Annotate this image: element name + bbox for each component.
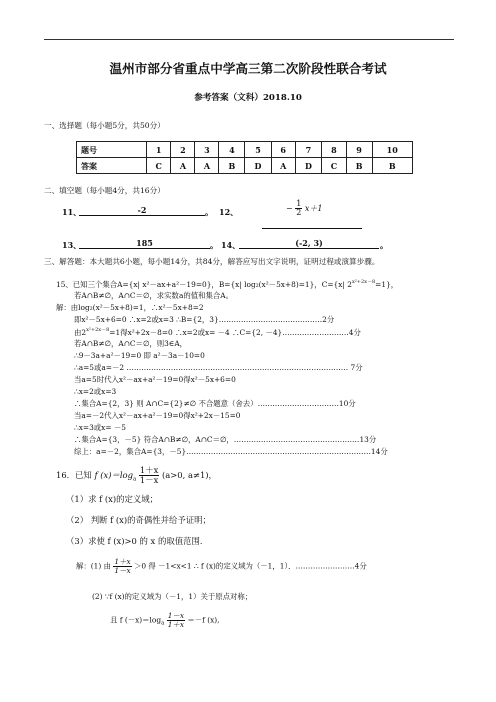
q12-num: 1	[296, 199, 302, 208]
q16-function: f (x)＝log	[94, 469, 133, 480]
q16-stem-a: 16．已知	[56, 469, 92, 480]
table-cell: B	[219, 158, 245, 174]
q16-stem	[56, 466, 217, 485]
q12-fraction	[295, 200, 302, 218]
q15-line: ∴x=2或x=3	[74, 387, 117, 396]
q12-underline	[262, 228, 362, 229]
section3-heading: 三、解答题：本大题共6小题，每小题14分，共84分，解答应写出文字说明，证明过程或演算步骤。	[44, 257, 380, 266]
q16-sol1-a: 解：(1) 由	[76, 561, 111, 571]
table-cell: 5	[245, 142, 271, 158]
q14-end: 。	[380, 240, 388, 250]
table-cell: A	[195, 158, 219, 174]
page-subtitle: 参考答案（文科）2018.10	[194, 93, 302, 103]
table-cell: 6	[271, 142, 295, 158]
top-rule	[44, 39, 454, 40]
q11-end: 。	[205, 207, 213, 217]
q15-line: ∴集合A={2，3} 则 A∩C={2}≠∅ 不合题意（舍去）……………………………10分	[74, 399, 356, 408]
q11-answer: -2	[79, 205, 205, 216]
table-cell: C	[322, 158, 347, 174]
table-cell: D	[295, 158, 321, 174]
q16-sol3-b: ＝－f (x),	[187, 615, 220, 625]
table-cell: 8	[322, 142, 347, 158]
table-cell: B	[346, 158, 372, 174]
q12-label: 12、	[219, 207, 239, 217]
section1-heading: 一、选择题（每小题5分，共50分）	[44, 121, 165, 130]
q16-sol1-b: ＞0 得 －1<x<1 ∴ f (x)的定义域为（－1，1）．……………………4分	[133, 561, 367, 571]
table-cell: D	[245, 158, 271, 174]
q16-part1: （1）求 f (x)的定义域；	[66, 494, 159, 504]
q12-rest: x＋1	[304, 203, 323, 213]
section2-heading: 二、填空题（每小题4分，共16分）	[44, 186, 165, 195]
q15-stem	[56, 279, 398, 289]
q15-line: ∴a=5或a=－2 ……………………………………………………………………………… 7分	[74, 363, 363, 372]
q16-condition: (a>0, a≠1)，	[162, 469, 217, 480]
table-cell: 9	[346, 142, 372, 158]
q16-sol3-base: a	[161, 620, 165, 627]
q16-part3: （3）求使 f (x)>0 的 x 的取值范围．	[66, 536, 209, 546]
q15-line-text: 由2	[74, 328, 87, 337]
q15-line-exponent: x²+2x－8	[86, 327, 110, 333]
table-header-cell: 答案	[77, 158, 147, 174]
page-title: 温州市部分省重点中学高三第二次阶段性联合考试	[109, 61, 387, 76]
q15-line: 若A∩B≠∅，A∩C＝∅，则3∈A，	[74, 339, 188, 348]
q15-line	[74, 327, 361, 337]
q15-line: ∴集合A={3，－5} 符合A∩B≠∅，A∩C＝∅，……………………………………………13分	[74, 435, 377, 444]
q15-line: ∴x=3或x= －5	[74, 423, 126, 432]
q14-answer: (-2, 3)	[239, 238, 379, 249]
q16-sol1-fraction	[113, 558, 131, 575]
q16-sol3-num: 1－x	[167, 611, 184, 620]
q12-sign: −	[286, 203, 293, 213]
q15-condition: 若A∩B≠∅，A∩C＝∅，求实数a的值和集合A。	[74, 291, 234, 300]
table-cell: 4	[219, 142, 245, 158]
q15-line: 当a=5时代入x²－ax+a²－19=0得x²－5x+6=0	[74, 375, 236, 384]
q11-label: 11、	[62, 207, 82, 217]
q15-line: 综上：a=－2，集合A={3，－5}…………………………………………………………………14分	[74, 447, 388, 456]
q16-num: 1＋x	[139, 465, 159, 475]
q13-answer: 185	[79, 238, 210, 249]
q16-part2: （2） 判断 f (x)的奇偶性并给予证明；	[66, 515, 211, 525]
q16-den: 1－x	[139, 474, 159, 485]
q16-log-base: a	[132, 476, 137, 483]
table-cell: A	[171, 158, 195, 174]
q15-c-exponent: x²+2x－8	[351, 279, 376, 285]
q16-sol3-fraction	[167, 612, 185, 629]
q15-line: 解：由log₂(x²－5x+8)=1，∴x²－5x+8=2	[56, 303, 204, 312]
q16-solution3	[110, 612, 220, 629]
table-cell: 3	[195, 142, 219, 158]
table-cell: 2	[171, 142, 195, 158]
q16-solution1	[76, 558, 367, 575]
table-row	[77, 142, 413, 158]
table-cell: 7	[295, 142, 321, 158]
answer-table	[76, 141, 413, 174]
q12-den: 2	[296, 208, 302, 218]
table-cell: B	[372, 158, 413, 174]
table-cell: 10	[372, 142, 413, 158]
q13-end: 。	[210, 240, 218, 250]
q15-line: ∴9－3a+a²－19=0 即 a²－3a－10=0	[74, 351, 205, 360]
q12-answer	[286, 200, 323, 218]
q16-sol3-den: 1＋x	[167, 619, 184, 629]
q14-label: 14、	[221, 240, 241, 250]
q15-line: 当a=－2代入x²－ax+a²－19=0得x²+2x－15=0	[74, 411, 241, 420]
q15-line: 即x²－5x+6=0 ∴x=2或x=3 ∴B={2，3}……………………………………2分	[74, 315, 335, 324]
table-row	[77, 158, 413, 174]
q15-stem-text: 15、已知三个集合A={x| x²－ax+a²－19=0}，B={x| log₂(x²－5x+8)=1}，C={x| 2	[56, 280, 352, 289]
q13-label: 13、	[62, 240, 82, 250]
q16-sol1-num: 1＋x	[114, 557, 131, 566]
q16-solution2: (2) ∵f (x)的定义域为（－1，1）关于原点对称；	[92, 592, 253, 601]
table-cell: 1	[146, 142, 171, 158]
q15-line-rest: =1得x²+2x－8=0 ∴x=2或x= －4 ∴C={2, －4}………………………4分	[109, 328, 361, 337]
table-cell: A	[271, 158, 295, 174]
table-cell: C	[146, 158, 171, 174]
q16-fraction	[139, 466, 159, 485]
q16-sol3-a: 且 f (－x)＝log	[110, 615, 162, 625]
table-header-cell: 题号	[77, 142, 147, 158]
q16-sol1-den: 1－x	[114, 565, 131, 575]
q15-c-end: =1}，	[375, 280, 399, 289]
